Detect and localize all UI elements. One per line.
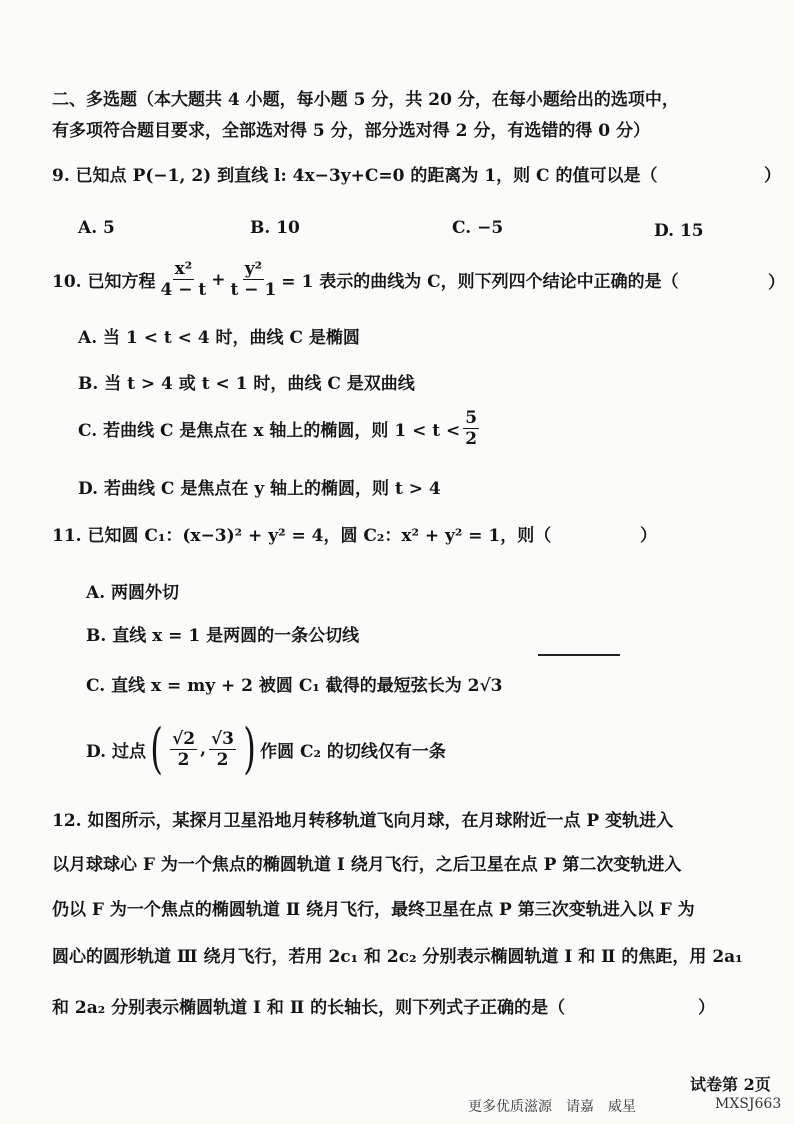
q10-f1-den: 4 − t	[160, 280, 207, 300]
q9-option-a: A. 5	[78, 218, 115, 238]
section-note: 有多项符合题目要求，全部选对得 5 分，部分选对得 2 分，有选错的得 0 分）	[52, 121, 650, 141]
q10-option-a: A. 当 1 < t < 4 时，曲线 C 是椭圆	[78, 328, 360, 348]
q12-line1: 12. 如图所示，某探月卫星沿地月转移轨道飞向月球，在月球附近一点 P 变轨进入	[52, 811, 674, 831]
q11-paren-close: ）	[640, 526, 657, 546]
q10-f2-den: t − 1	[230, 280, 277, 300]
q11-option-a: A. 两圆外切	[86, 583, 180, 603]
q10-option-d: D. 若曲线 C 是焦点在 y 轴上的椭圆，则 t > 4	[78, 479, 441, 499]
q10-option-c-text: C. 若曲线 C 是焦点在 x 轴上的椭圆，则 1 < t <	[78, 421, 461, 441]
q11-option-b: B. 直线 x = 1 是两圆的一条公切线	[86, 626, 360, 646]
q10-option-c	[78, 408, 482, 449]
page-number: 试卷第 2页	[690, 1075, 771, 1094]
q11-option-d-label: D. 过点	[86, 741, 146, 762]
q11-option-d-frac1	[170, 729, 197, 770]
section-title: 二、多选题（本大题共 4 小题，每小题 5 分，共 20 分，在每小题给出的选项中，	[52, 90, 679, 110]
q11-option-c: C. 直线 x = my + 2 被圆 C₁ 截得的最短弦长为 2√3	[86, 676, 503, 696]
left-paren-icon: (	[150, 717, 163, 780]
q10-stem	[52, 259, 679, 300]
q11-option-d-d2: 2	[216, 749, 229, 770]
q10-paren-close: ）	[768, 273, 785, 293]
q10-f1-num: x²	[174, 259, 193, 279]
q12-line5: 和 2a₂ 分别表示椭圆轨道 Ⅰ 和 Ⅱ 的长轴长，则下列式子正确的是（	[52, 998, 566, 1018]
q12-line2: 以月球球心 F 为一个焦点的椭圆轨道 Ⅰ 绕月飞行，之后卫星在点 P 第二次变轨进入	[52, 855, 682, 875]
q12-paren-close: ）	[698, 998, 715, 1018]
q9-option-d: D. 15	[654, 221, 704, 241]
q11-stem: 11. 已知圆 C₁：(x−3)² + y² = 4，圆 C₂：x² + y² = 1，则（	[52, 526, 552, 546]
footer-watermark: 更多优质滋源 请嘉 威星	[468, 1099, 636, 1115]
q9-option-c: C. −5	[452, 218, 504, 238]
q10-plus: +	[211, 269, 226, 290]
annotation-dash	[538, 654, 620, 656]
q11-option-d-frac2	[209, 729, 236, 770]
q10-fraction-y	[229, 259, 279, 300]
q9-option-b: B. 10	[250, 218, 300, 238]
q10-f2-num: y²	[244, 259, 263, 279]
q11-option-d-rest: 作圆 C₂ 的切线仅有一条	[260, 741, 446, 762]
footer-code: MXSJ663	[715, 1096, 782, 1112]
q10-option-c-num: 5	[465, 408, 478, 428]
right-paren-icon: )	[243, 717, 256, 780]
q10-fraction-x	[159, 259, 209, 300]
q12-line3: 仍以 F 为一个焦点的椭圆轨道 Ⅱ 绕月飞行，最终卫星在点 P 第三次变轨进入以 F 为	[52, 900, 695, 920]
q11-option-d-n1: √2	[172, 728, 196, 749]
q9-paren-close: ）	[764, 166, 781, 186]
q9-stem: 9. 已知点 P(−1, 2) 到直线 l: 4x−3y+C=0 的距离为 1，则 C 的值可以是（	[52, 166, 658, 186]
q10-option-c-fraction	[463, 408, 479, 449]
q10-suffix: = 1 表示的曲线为 C，则下列四个结论中正确的是（	[281, 272, 679, 292]
q10-option-c-den: 2	[465, 429, 478, 449]
q12-line4: 圆心的圆形轨道 Ⅲ 绕月飞行，若用 2c₁ 和 2c₂ 分别表示椭圆轨道 Ⅰ 和 Ⅱ 的焦距，用 2a₁	[52, 947, 743, 967]
q11-option-d-n2: √3	[211, 728, 235, 749]
q10-prefix: 10. 已知方程	[52, 272, 156, 292]
q10-option-b: B. 当 t > 4 或 t < 1 时，曲线 C 是双曲线	[78, 374, 415, 394]
q11-option-d	[86, 717, 446, 780]
q11-option-d-d1: 2	[177, 749, 190, 770]
q11-option-d-comma: ,	[200, 739, 206, 759]
